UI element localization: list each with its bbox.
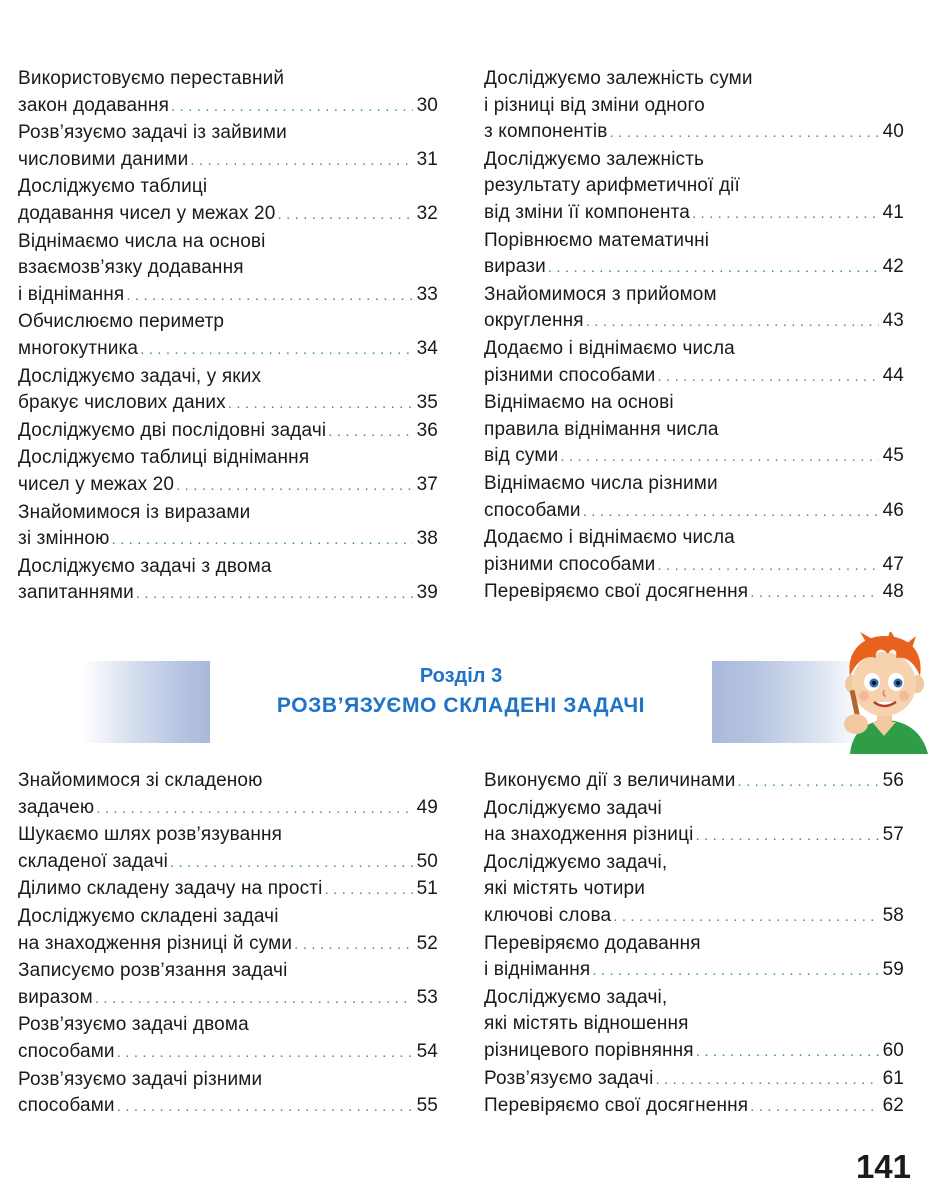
toc-page-number: 35: [416, 392, 438, 414]
toc-entry-title-line: на знаходження різниці: [484, 824, 694, 846]
toc-entry-last-line: [484, 957, 904, 985]
toc-entry[interactable]: [18, 418, 438, 446]
toc-entry-title-line: Виконуємо дії з величинами: [484, 770, 736, 791]
toc-page-number: 33: [416, 283, 438, 305]
toc-page-number: 32: [416, 202, 438, 224]
toc-entry-title-line: Досліджуємо таблиці: [18, 176, 208, 198]
leader-dots: [328, 419, 413, 446]
toc-entry-title-line: різними способами: [484, 364, 656, 386]
toc-page-number: 40: [882, 121, 904, 143]
toc-entry[interactable]: [484, 796, 904, 850]
leader-dots: [117, 1040, 413, 1067]
toc-entry-title-line: правила віднімання числа: [484, 418, 719, 440]
leader-dots: [190, 148, 413, 175]
toc-page-number: 37: [416, 473, 438, 495]
leader-dots: [171, 94, 413, 121]
toc-entry[interactable]: [484, 579, 904, 607]
toc-page-number: 60: [882, 1039, 904, 1061]
toc-entry-title-line: Порівнюємо математичні: [484, 229, 710, 251]
toc-top-left-column: [18, 66, 438, 608]
leader-dots: [136, 581, 413, 608]
toc-page-number: 53: [416, 986, 438, 1008]
toc-entry[interactable]: [484, 147, 904, 228]
leader-dots: [140, 337, 413, 364]
toc-entry[interactable]: [484, 1093, 904, 1121]
leader-dots: [695, 823, 879, 850]
toc-entry[interactable]: [18, 229, 438, 310]
toc-page-number: 49: [416, 796, 438, 818]
toc-entry-title-line: Записуємо розв’язання задачі: [18, 960, 288, 982]
toc-entry-title-line: додавання чисел у межах 20: [18, 202, 276, 224]
toc-page-number: 52: [416, 932, 438, 954]
toc-page-number: 34: [416, 337, 438, 359]
toc-page-number: 43: [882, 310, 904, 332]
toc-entry-title-line: Віднімаємо на основі: [484, 392, 674, 414]
toc-entry[interactable]: [484, 768, 904, 796]
toc-entry-title-line: Додаємо і віднімаємо числа: [484, 527, 735, 549]
section-header: [210, 662, 712, 722]
toc-entry-title-line: Розв’язуємо задачі різними: [18, 1068, 263, 1090]
toc-entry-title-line: різними способами: [484, 553, 656, 575]
toc-page-number: 48: [882, 581, 904, 603]
toc-entry-last-line: [484, 822, 904, 850]
leader-dots: [228, 391, 413, 418]
toc-entry-title-line: Шукаємо шлях розв’язування: [18, 824, 283, 846]
toc-entry[interactable]: [18, 904, 438, 958]
toc-entry-title-line: Досліджуємо задачі,: [484, 986, 668, 1008]
toc-entry-title-line: запитаннями: [18, 582, 134, 604]
toc-entry-last-line: [484, 200, 904, 228]
toc-page-number: 39: [416, 582, 438, 604]
toc-entry-last-line: [484, 254, 904, 282]
toc-entry[interactable]: [484, 1066, 904, 1094]
toc-entry-title-line: Додаємо і віднімаємо числа: [484, 337, 735, 359]
toc-page-number: 42: [882, 256, 904, 278]
toc-entry-last-line: [18, 390, 438, 418]
toc-entry[interactable]: [18, 768, 438, 822]
toc-entry[interactable]: [484, 228, 904, 282]
toc-entry-last-line: [484, 363, 904, 391]
toc-entry-last-line: [18, 282, 438, 310]
toc-entry[interactable]: [484, 850, 904, 931]
toc-entry[interactable]: [484, 525, 904, 579]
toc-page-number: 56: [882, 770, 904, 791]
toc-entry-title-line: многокутника: [18, 337, 139, 359]
toc-entry-last-line: [18, 1093, 438, 1121]
toc-entry-title-line: Досліджуємо задачі, у яких: [18, 365, 262, 387]
section-banner-left-stripe: [82, 661, 210, 743]
toc-entry[interactable]: [18, 445, 438, 499]
toc-page-number: 47: [882, 553, 904, 575]
toc-entry-last-line: [484, 903, 904, 931]
toc-entry[interactable]: [18, 876, 438, 904]
toc-entry[interactable]: [18, 554, 438, 608]
toc-page-number: 46: [882, 499, 904, 521]
toc-entry-title-line: бракує числових даних: [18, 392, 226, 414]
leader-dots: [96, 796, 413, 823]
toc-entry-title-line: Знайомимося із виразами: [18, 501, 251, 523]
toc-entry-title-line: від суми: [484, 445, 559, 467]
toc-entry[interactable]: [18, 958, 438, 1012]
toc-entry-title-line: взаємозв’язку додавання: [18, 257, 244, 279]
leader-dots: [592, 958, 879, 985]
toc-entry-title-line: способами: [484, 499, 581, 521]
toc-page-number: 61: [882, 1067, 904, 1089]
toc-page-number: 45: [882, 445, 904, 467]
toc-entry[interactable]: [484, 66, 904, 147]
toc-page-number: 50: [416, 850, 438, 872]
toc-entry-title-line: від зміни її компонента: [484, 201, 690, 223]
leader-dots: [548, 255, 879, 282]
toc-entry-title-line: вирази: [484, 256, 546, 278]
toc-entry-title-line: способами: [18, 1095, 115, 1117]
toc-entry[interactable]: [484, 336, 904, 390]
toc-entry-last-line: [18, 472, 438, 500]
toc-entry-last-line: [18, 336, 438, 364]
toc-page-number: 51: [416, 878, 438, 900]
toc-entry[interactable]: [484, 931, 904, 985]
leader-dots: [738, 769, 880, 796]
toc-entry-last-line: [484, 768, 904, 796]
leader-dots: [610, 120, 879, 147]
toc-entry-title-line: Досліджуємо складені задачі: [18, 905, 279, 927]
toc-entry-title-line: Досліджуємо залежність: [484, 148, 705, 170]
toc-entry[interactable]: [484, 985, 904, 1066]
toc-entry-title-line: Розв’язуємо задачі двома: [18, 1014, 249, 1036]
toc-page-number: 54: [416, 1040, 438, 1062]
toc-entry-title-line: які містять відношення: [484, 1013, 689, 1035]
leader-dots: [176, 473, 413, 500]
toc-entry-last-line: [484, 1066, 904, 1094]
toc-entry-last-line: [18, 526, 438, 554]
toc-entry-last-line: [484, 579, 904, 607]
page-number: 141: [855, 1148, 911, 1185]
toc-entry-title-line: Досліджуємо задачі з двома: [18, 555, 272, 577]
leader-dots: [696, 1039, 879, 1066]
leader-dots: [294, 932, 413, 959]
toc-page-number: 31: [416, 148, 438, 170]
leader-dots: [324, 877, 413, 904]
toc-bottom-left-column: [18, 768, 438, 1121]
leader-dots: [560, 444, 879, 471]
toc-entry[interactable]: [18, 822, 438, 876]
toc-entry-title-line: Розв’язуємо задачі із зайвими: [18, 122, 287, 144]
toc-page-number: 55: [416, 1095, 438, 1117]
section-label: Розділ 3: [419, 665, 503, 687]
toc-entry-title-line: Віднімаємо числа на основі: [18, 230, 266, 252]
toc-entry-title-line: Знайомимося зі складеною: [18, 770, 263, 791]
leader-dots: [692, 201, 879, 228]
toc-page-number: 30: [416, 94, 438, 116]
toc-entry-last-line: [18, 985, 438, 1013]
toc-page-number: 62: [882, 1095, 904, 1117]
toc-entry-title-line: Досліджуємо задачі,: [484, 851, 668, 873]
leader-dots: [655, 1067, 879, 1094]
toc-entry-last-line: [484, 1038, 904, 1066]
toc-entry-title-line: Віднімаємо числа різними: [484, 472, 718, 494]
leader-dots: [95, 986, 413, 1013]
toc-entry-title-line: округлення: [484, 310, 584, 332]
leader-dots: [657, 364, 879, 391]
toc-entry[interactable]: [18, 1012, 438, 1066]
toc-entry[interactable]: [484, 282, 904, 336]
toc-entry-last-line: [484, 552, 904, 580]
toc-entry-last-line: [484, 308, 904, 336]
toc-entry-last-line: [18, 931, 438, 959]
toc-entry-title-line: Перевіряємо свої досягнення: [484, 581, 749, 603]
toc-entry-title-line: Перевіряємо додавання: [484, 932, 701, 954]
leader-dots: [586, 309, 879, 336]
toc-page-number: 36: [416, 419, 438, 441]
toc-entry[interactable]: [18, 120, 438, 174]
toc-entry-title-line: Знайомимося з прийомом: [484, 283, 717, 305]
leader-dots: [117, 1094, 413, 1121]
toc-entry-title-line: Досліджуємо задачі: [484, 797, 662, 819]
toc-entry-title-line: закон додавання: [18, 94, 170, 116]
toc-entry-title-line: Досліджуємо залежність суми: [484, 68, 753, 89]
toc-entry-last-line: [484, 1093, 904, 1121]
leader-dots: [583, 499, 879, 526]
toc-entry[interactable]: [18, 174, 438, 228]
toc-entry-last-line: [18, 93, 438, 121]
toc-entry-title-line: чисел у межах 20: [18, 473, 175, 495]
toc-entry-title-line: складеної задачі: [18, 850, 168, 872]
toc-entry-title-line: виразом: [18, 986, 93, 1008]
toc-entry[interactable]: [18, 66, 438, 120]
toc-entry-last-line: [18, 1039, 438, 1067]
toc-page-number: 57: [882, 824, 904, 846]
toc-entry-last-line: [18, 849, 438, 877]
leader-dots: [657, 553, 879, 580]
toc-entry[interactable]: [484, 390, 904, 471]
toc-entry-title-line: задачею: [18, 796, 95, 818]
toc-entry-title-line: Розв’язуємо задачі: [484, 1067, 654, 1089]
toc-entry-title-line: і різниці від зміни одного: [484, 94, 705, 116]
boy-mascot-icon: [836, 632, 933, 754]
toc-entry-title-line: різницевого порівняння: [484, 1039, 694, 1061]
leader-dots: [750, 1094, 879, 1121]
toc-page-number: 59: [882, 959, 904, 981]
toc-entry-last-line: [18, 876, 438, 904]
toc-entry-title-line: Використовуємо переставний: [18, 68, 285, 89]
toc-entry-last-line: [18, 795, 438, 823]
toc-entry-last-line: [18, 201, 438, 229]
toc-entry-title-line: числовими даними: [18, 148, 189, 170]
leader-dots: [126, 283, 413, 310]
toc-entry-last-line: [484, 498, 904, 526]
toc-entry-title-line: які містять чотири: [484, 878, 645, 900]
toc-entry-title-line: Досліджуємо дві послідовні задачі: [18, 419, 327, 441]
leader-dots: [278, 202, 414, 229]
toc-entry-title-line: Обчислюємо периметр: [18, 311, 225, 333]
toc-entry-title-line: ключові слова: [484, 904, 612, 926]
toc-entry[interactable]: [18, 500, 438, 554]
toc-entry-last-line: [18, 418, 438, 446]
leader-dots: [170, 850, 413, 877]
toc-page-number: 58: [882, 904, 904, 926]
leader-dots: [112, 527, 413, 554]
toc-page-number: 41: [882, 201, 904, 223]
toc-entry-title-line: і віднімання: [18, 283, 125, 305]
toc-entry-title-line: Перевіряємо свої досягнення: [484, 1095, 749, 1117]
toc-entry[interactable]: [18, 364, 438, 418]
toc-page-number: 44: [882, 364, 904, 386]
toc-entry[interactable]: [484, 471, 904, 525]
toc-top-right-column: [484, 66, 904, 607]
leader-dots: [613, 904, 879, 931]
toc-entry-title-line: Ділимо складену задачу на прості: [18, 878, 323, 900]
toc-entry-title-line: зі змінною: [18, 528, 110, 550]
section-title: РОЗВ’ЯЗУЄМО СКЛАДЕНІ ЗАДАЧІ: [276, 694, 646, 717]
toc-bottom-right-column: [484, 768, 904, 1121]
toc-entry[interactable]: [18, 309, 438, 363]
toc-entry-last-line: [484, 443, 904, 471]
toc-entry[interactable]: [18, 1067, 438, 1121]
toc-entry-title-line: Досліджуємо таблиці віднімання: [18, 447, 310, 469]
toc-entry-title-line: результату арифметичної дії: [484, 175, 740, 197]
toc-page-number: 38: [416, 528, 438, 550]
toc-entry-title-line: способами: [18, 1040, 115, 1062]
leader-dots: [750, 580, 879, 607]
toc-entry-title-line: на знаходження різниці й суми: [18, 932, 293, 954]
toc-entry-last-line: [18, 147, 438, 175]
toc-entry-title-line: і віднімання: [484, 959, 591, 981]
toc-entry-title-line: з компонентів: [484, 121, 608, 143]
toc-entry-last-line: [484, 119, 904, 147]
toc-entry-last-line: [18, 580, 438, 608]
